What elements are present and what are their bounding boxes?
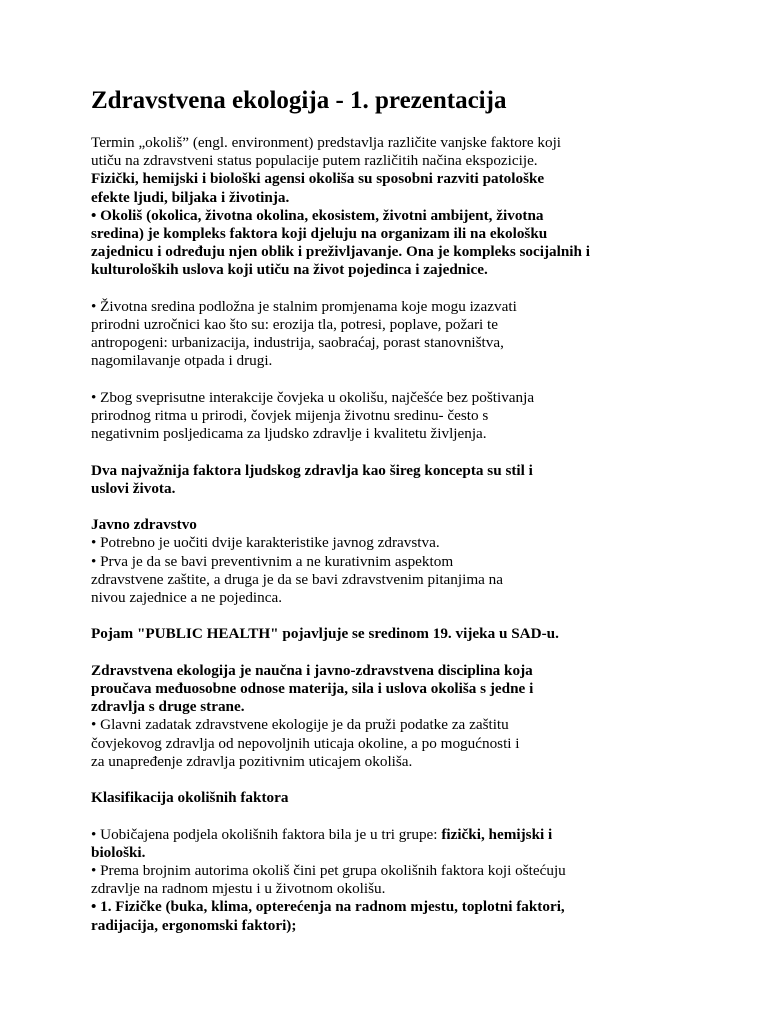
text-line: nivou zajednice a ne pojedinca. [91,589,283,607]
text-line: čovjekovog zdravlja od nepovoljnih uticaja okoline, a po mogućnosti i [91,734,520,752]
text-line: Zdravstvena ekologija je naučna i javno-zdravstvena disciplina koja [91,661,533,679]
text-line: Fizički, hemijski i biološki agensi okoliša su sposobni razviti patološke [91,170,545,188]
text-line: • Potrebno je uočiti dvije karakteristike javnog zdravstva. [91,534,440,552]
interaction-paragraph [91,389,658,444]
text-line: sredina) je kompleks faktora koji djeluju na organizam ili na ekološku [91,225,548,243]
text-line: • Prva je da se bavi preventivnim a ne kurativnim aspektom [91,552,454,570]
text-line: zdravstvene zaštite, a druga je da se bavi zdravstvenim pitanjima na [91,570,504,588]
text-line: • Životna sredina podložna je stalnim promjenama koje mogu izazvati [91,297,517,315]
text-line: prirodnog ritma u prirodi, čovjek mijenja životnu sredinu- često s [91,407,489,425]
text-line: radijacija, ergonomski faktori); [91,916,297,934]
section-heading: Javno zdravstvo [91,516,197,534]
text-line: Termin „okoliš” (engl. environment) predstavlja različite vanjske faktore koji [91,134,562,151]
text-line: efekte ljudi, biljaka i životinja. [91,188,290,206]
text-line: prirodni uzročnici kao što su: erozija tla, potresi, poplave, požari te [91,316,498,334]
text-line: biološki. [91,843,146,861]
text-line: kulturoloških uslova koji utiču na život pojedinca i zajednice. [91,261,488,279]
factors-paragraph [91,462,658,498]
classification-heading [91,789,658,807]
text-normal: • Uobičajena podjela okolišnih faktora bila je u tri grupe: [91,825,442,843]
text-line: antropogeni: urbanizacija, industrija, saobraćaj, porast stanovništva, [91,334,504,352]
text-line: za unapređenje zdravlja pozitivnim uticajem okoliša. [91,752,413,770]
text-line: utiču na zdravstveni status populacije putem različitih načina ekspozicije. [91,152,538,170]
text-line: • Okoliš (okolica, životna okolina, ekosistem, životni ambijent, životna [91,206,544,224]
text-line: • Zbog sveprisutne interakcije čovjeka u okolišu, najčešće bez poštivanja [91,388,535,406]
text-line: • 1. Fizičke (buka, klima, opterećenja na radnom mjestu, toplotni faktori, [91,898,565,916]
text-bold: fizički, hemijski i [441,825,553,843]
classification-paragraph [91,826,658,935]
section-heading: Klasifikacija okolišnih faktora [91,789,289,807]
intro-paragraph [91,134,658,280]
public-health-section [91,516,658,607]
changes-paragraph [91,298,658,371]
eco-paragraph [91,662,658,771]
text-line: zdravlje na radnom mjestu i u životnom okolišu. [91,880,386,898]
text-line: uslovi života. [91,479,176,497]
text-line: Dva najvažnija faktora ljudskog zdravlja kao šireg koncepta su stil i [91,461,533,479]
text-line: zdravlja s druge strane. [91,698,245,716]
public-health-term [91,625,658,643]
text-line: zajednicu i određuju njen oblik i preživljavanje. Ona je kompleks socijalnih i [91,243,590,261]
text-line: • Prema brojnim autorima okoliš čini pet grupa okolišnih faktora koji oštećuju [91,862,566,879]
text-line: proučava međuosobne odnose materija, sila i uslova okoliša s jedne i [91,680,534,697]
text-line: Pojam "PUBLIC HEALTH" pojavljuje se sredinom 19. vijeka u SAD-u. [91,625,559,643]
page-title: Zdravstvena ekologija - 1. prezentacija [91,87,507,114]
text-line: • Glavni zadatak zdravstvene ekologije je da pruži podatke za zaštitu [91,716,509,734]
text-line: nagomilavanje otpada i drugi. [91,352,273,370]
text-line [91,826,658,844]
text-line: negativnim posljedicama za ljudsko zdravlje i kvalitetu življenja. [91,425,487,443]
